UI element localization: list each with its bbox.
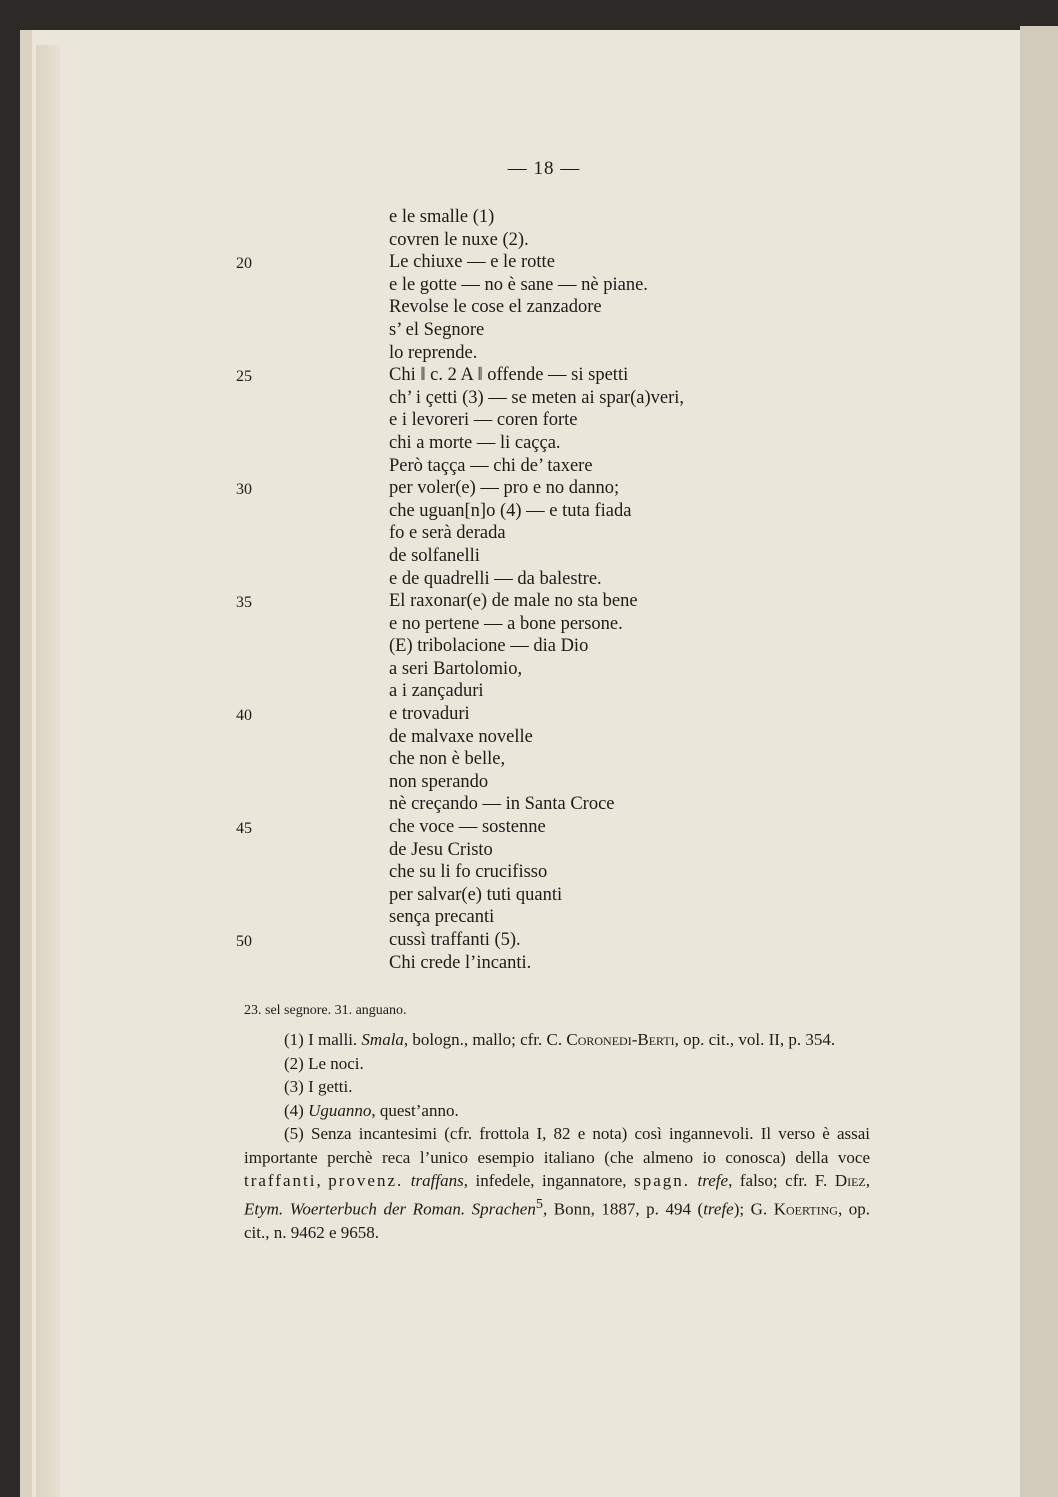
page-number: — 18 — — [507, 158, 581, 179]
footnote-5: (5) Senza incantesimi (cfr. frottola I, 82 e nota) così ingannevoli. Il verso è assai importante perchè reca l’unico esempio italiano (che almeno io conosca) della voce traffanti, provenz. traffans, infedele, ingannatore, spagn. trefe, falso; cfr. F. Diez, Etym. Woerterbuch der Roman. Sprachen$^5$, Bonn, 1887, p. 494 (trefe); G. Koerting, op. cit., n. 9462 e 9658. — [244, 1124, 871, 1242]
footnote-4: (4) Uguanno, quest’anno. — [284, 1100, 459, 1120]
verse-line: Chi crede l’incanti. — [389, 952, 532, 973]
verse-line: (E) tribolacione — dia Dio — [389, 636, 589, 657]
verse-line: de malvaxe novelle — [389, 726, 533, 747]
line-number-30: 30 — [236, 481, 252, 498]
verse-line: Però taçça — chi de’ taxere — [389, 455, 593, 476]
line-number-45: 45 — [236, 820, 252, 837]
verse-line: cussì traffanti (5). — [389, 930, 521, 950]
verse-line: e le smalle (1) — [389, 207, 495, 227]
line-number-35: 35 — [236, 594, 252, 611]
line-number-40: 40 — [236, 707, 252, 724]
verse-line: lo reprende. — [389, 342, 478, 363]
verse-line: El raxonar(e) de male no sta bene — [389, 591, 638, 612]
verse-line: non sperando — [389, 771, 489, 792]
verse-line: e le gotte — no è sane — nè piane. — [389, 274, 648, 295]
next-page-edge — [1020, 26, 1058, 1497]
verse-line: e i levoreri — coren forte — [389, 410, 578, 431]
verse-line: per voler(e) — pro e no danno; — [389, 478, 620, 499]
verse-line: a i zançaduri — [389, 681, 484, 702]
verse-line: nè creçando — in Santa Croce — [389, 794, 615, 815]
verse-line: che uguan[n]o (4) — e tuta fiada — [389, 500, 632, 521]
verse-line: s’ el Segnore — [389, 319, 485, 340]
verse-line: per salvar(e) tuti quanti — [389, 884, 563, 905]
line-number-50: 50 — [236, 933, 252, 950]
verse-line: Le chiuxe — e le rotte — [389, 252, 555, 273]
variant-readings: 23. sel segnore. 31. anguano. — [244, 1003, 407, 1018]
verse-line: covren le nuxe (2). — [389, 229, 529, 250]
footnotes — [244, 1028, 870, 1244]
verse-line: che non è belle, — [389, 749, 506, 770]
verse-line: e no pertene — a bone persone. — [389, 613, 623, 634]
verse-line: e trovaduri — [389, 704, 470, 725]
footnote-2: (2) Le noci. — [284, 1053, 364, 1073]
verse-line: fo e serà derada — [389, 523, 506, 544]
verse-line: che voce — sostenne — [389, 817, 546, 838]
verse-line: che su li fo crucifisso — [389, 862, 548, 883]
verse-text — [389, 206, 684, 974]
page-gutter — [36, 45, 60, 1497]
verse-line: chi a morte — li caçça. — [389, 432, 561, 453]
verse-line: ch’ i çetti (3) — se meten ai spar(a)veri, — [389, 387, 685, 408]
verse-line: Chi ‖ c. 2 A ‖ offende — si spetti — [389, 365, 629, 386]
line-number-25: 25 — [236, 368, 252, 385]
verse-line: de Jesu Cristo — [389, 839, 493, 860]
footnote-1: (1) I malli. Smala, bologn., mallo; cfr. C. Coronedi-Berti, op. cit., vol. II, p. 354. — [284, 1030, 836, 1049]
verse-line: a seri Bartolomio, — [389, 658, 523, 679]
verse-line: e de quadrelli — da balestre. — [389, 568, 602, 589]
footnote-3: (3) I getti. — [284, 1077, 353, 1096]
line-number-20: 20 — [236, 255, 252, 272]
verse-line: Revolse le cose el zanzadore — [389, 297, 602, 318]
verse-line: de solfanelli — [389, 545, 480, 566]
verse-line: sença precanti — [389, 907, 495, 928]
